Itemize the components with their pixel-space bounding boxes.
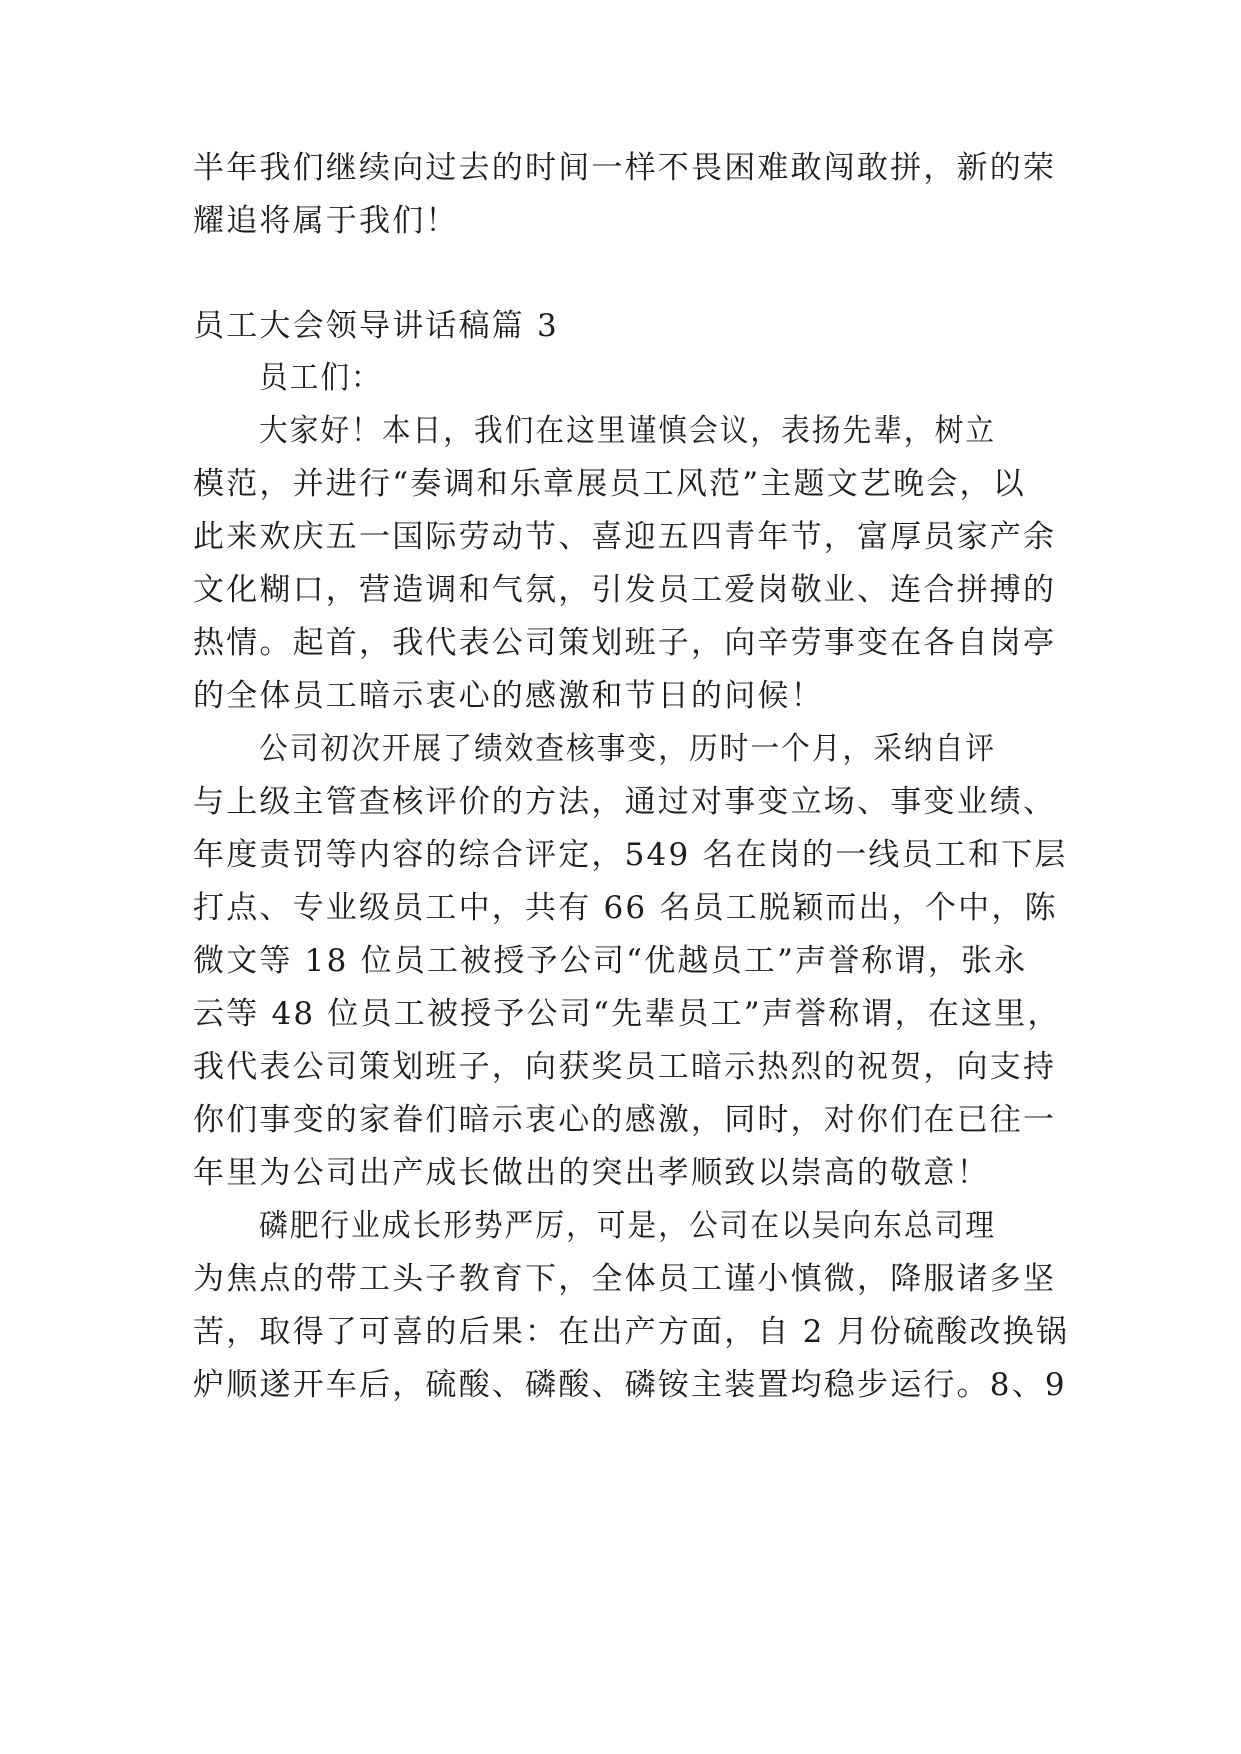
paragraph3-line-3: 苦，取得了可喜的后果：在出产方面，自 2 月份硫酸改换锅 [193,1314,1070,1350]
paragraph2-line-6: 云等 48 位员工被授予公司“先辈员工”声誉称谓，在这里， [193,996,1061,1032]
paragraph3-line-4: 炉顺遂开车后，硫酸、磷酸、磷铵主装置均稳步运行。8、9 [193,1367,1067,1403]
paragraph3-line-2: 为焦点的带工头子教育下，全体员工谨小慎微，降服诸多坚 [193,1261,1057,1297]
paragraph1-line-1: 大家好！本日，我们在这里谨慎会议，表扬先辈，树立 [259,413,997,449]
section-title: 员工大会领导讲话稿篇 3 [193,308,559,344]
continuation-line-2: 耀追将属于我们！ [193,203,459,239]
continuation-line-1: 半年我们继续向过去的时间一样不畏困难敢闯敢拼，新的荣 [193,150,1057,186]
paragraph1-line-3: 此来欢庆五一国际劳动节、喜迎五四青年节，富厚员家产余 [193,519,1057,555]
paragraph2-line-1: 公司初次开展了绩效查核事变，历时一个月，采纳自评 [259,731,997,767]
paragraph2-line-4: 打点、专业级员工中，共有 66 名员工脱颖而出，个中，陈 [193,890,1058,926]
paragraph2-line-7: 我代表公司策划班子，向获奖员工暗示热烈的祝贺，向支持 [193,1049,1057,1085]
paragraph2-line-5: 微文等 18 位员工被授予公司“优越员工”声誉称谓，张永 [193,943,1028,979]
paragraph2-line-3: 年度责罚等内容的综合评定，549 名在岗的一线员工和下层 [193,837,1068,873]
paragraph2-line-9: 年里为公司出产成长做出的突出孝顺致以崇高的敬意！ [193,1155,990,1191]
salutation: 员工们： [259,360,382,396]
paragraph1-line-5: 热情。起首，我代表公司策划班子，向辛劳事变在各自岗亭 [193,625,1057,661]
paragraph2-line-2: 与上级主管查核评价的方法，通过对事变立场、事变业绩、 [193,784,1057,820]
paragraph1-line-6: 的全体员工暗示衷心的感激和节日的问候！ [193,678,824,714]
paragraph1-line-2: 模范，并进行“奏调和乐章展员工风范”主题文艺晚会，以 [193,466,1026,502]
paragraph3-line-1: 磷肥行业成长形势严厉，可是，公司在以吴向东总司理 [259,1208,997,1244]
paragraph2-line-8: 你们事变的家眷们暗示衷心的感激，同时，对你们在已往一 [193,1102,1057,1138]
paragraph1-line-4: 文化糊口，营造调和气氛，引发员工爱岗敬业、连合拼搏的 [193,572,1057,608]
